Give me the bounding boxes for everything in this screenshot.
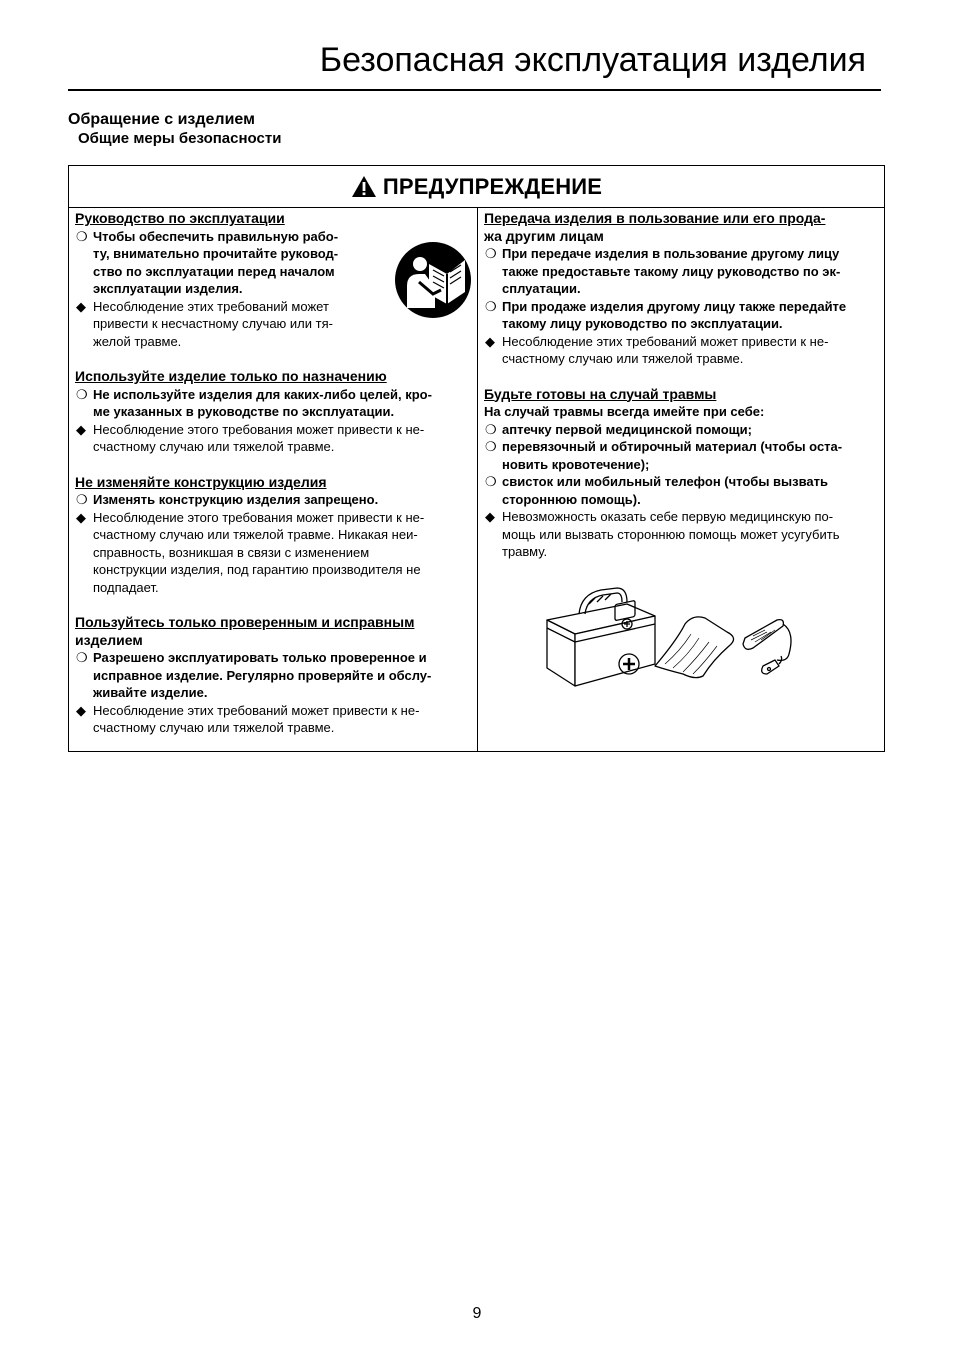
modification-note-line: счастному случаю или тяжелой травме. Никакая неи- <box>93 527 418 542</box>
diamond-bullet-icon: ◆ <box>485 509 495 524</box>
injury-item-line: новить кровотечение); <box>502 456 650 472</box>
transfer-title-line: жа другим лицам <box>484 227 604 244</box>
purpose-note-line: счастному случаю или тяжелой травме. <box>93 439 335 454</box>
manual-title: Руководство по эксплуатации <box>75 210 285 226</box>
inspected-rule-line: Разрешено эксплуатировать только проверенное и <box>93 650 427 665</box>
injury-item-line: свисток или мобильный телефон (чтобы вызвать <box>502 474 829 489</box>
diamond-bullet-icon: ◆ <box>76 509 86 525</box>
diamond-bullet-icon: ◆ <box>76 702 86 718</box>
transfer-rule-2 <box>484 298 882 333</box>
modification-note-line: Несоблюдение этого требования может привести к не- <box>93 509 425 525</box>
circle-bullet-icon: ❍ <box>76 492 88 507</box>
section-heading: Обращение с изделием <box>68 111 255 128</box>
manual-note-line: Несоблюдение этих требований может <box>93 298 329 314</box>
diamond-bullet-icon: ◆ <box>76 298 86 314</box>
manual-rule-line: Чтобы обеспечить правильную рабо- <box>93 228 339 244</box>
injury-item-line: перевязочный и обтирочный материал (чтобы оста- <box>502 439 843 454</box>
injury-item-line: стороннюю помощь). <box>502 491 641 507</box>
inspected-title-line: изделием <box>75 631 143 648</box>
transfer-rule-1 <box>484 245 882 298</box>
injury-intro: На случай травмы всегда имейте при себе: <box>484 404 765 419</box>
inspected-rule-line: живайте изделие. <box>93 685 208 700</box>
inspected-title-line: Пользуйтесь только проверенным и исправным <box>75 614 415 630</box>
transfer-block <box>484 210 882 368</box>
warning-header <box>69 166 884 208</box>
inspected-rule-line: исправное изделие. Регулярно проверяйте и обслу- <box>93 667 432 683</box>
circle-bullet-icon: ❍ <box>485 439 497 454</box>
modification-block <box>75 474 471 597</box>
modification-rule-line: Изменять конструкцию изделия запрещено. <box>93 492 379 507</box>
page-title: Безопасная эксплуатация изделия <box>319 41 866 79</box>
circle-bullet-icon: ❍ <box>76 386 88 402</box>
inspected-block <box>75 614 471 737</box>
transfer-rule-line: такому лицу руководство по эксплуатации. <box>502 316 783 331</box>
manual-note-line: желой травме. <box>93 333 182 349</box>
injury-item-2 <box>484 438 882 473</box>
circle-bullet-icon: ❍ <box>485 421 497 437</box>
injury-note-line: Невозможность оказать себе первую медицинскую по- <box>502 509 834 524</box>
modification-note <box>75 509 471 597</box>
injury-item-line: аптечку первой медицинской помощи; <box>502 421 752 437</box>
transfer-rule-line: также предоставьте такому лицу руководство по эк- <box>502 263 841 279</box>
manual-rule-line: ту, внимательно прочитайте руковод- <box>93 246 339 261</box>
injury-note-line: мощь или вызвать стороннюю помощь может усугубить <box>502 526 840 542</box>
injury-note-line: травму. <box>502 544 548 559</box>
circle-bullet-icon: ❍ <box>76 228 88 244</box>
inspected-title <box>75 614 471 649</box>
transfer-note <box>484 333 882 368</box>
injury-title: Будьте готовы на случай травмы <box>484 385 717 402</box>
transfer-title <box>484 210 882 245</box>
warning-title: ПРЕДУПРЕЖДЕНИЕ <box>382 173 603 199</box>
page-number: 9 <box>472 1305 482 1322</box>
read-manual-icon <box>395 242 471 318</box>
modification-note-line: конструкции изделия, под гарантию производителя не <box>93 562 421 577</box>
modification-title: Не изменяйте конструкцию изделия <box>75 473 327 490</box>
purpose-note-line: Несоблюдение этого требования может привести к не- <box>93 421 425 437</box>
purpose-note <box>75 421 471 456</box>
manual-block <box>75 210 471 350</box>
inspected-note <box>75 702 471 737</box>
injury-item-3 <box>484 473 882 508</box>
circle-bullet-icon: ❍ <box>485 474 497 489</box>
circle-bullet-icon: ❍ <box>485 246 497 261</box>
inspected-note-line: счастному случаю или тяжелой травме. <box>93 720 335 735</box>
injury-block <box>484 386 882 561</box>
modification-note-line: справность, возникшая в связи с изменением <box>93 544 370 560</box>
manual-note <box>75 298 383 351</box>
right-column <box>484 210 882 579</box>
transfer-rule-line: сплуатации. <box>502 281 581 296</box>
injury-item-1 <box>484 421 882 439</box>
left-column <box>75 210 471 755</box>
purpose-rule-line: Не используйте изделия для каких-либо целей, кро- <box>93 386 432 402</box>
manual-rule-line: ство по эксплуатации перед началом <box>93 263 335 279</box>
circle-bullet-icon: ❍ <box>485 298 497 314</box>
circle-bullet-icon: ❍ <box>76 650 88 665</box>
transfer-rule-line: При продаже изделия другому лицу также передайте <box>502 298 847 314</box>
inspected-rule <box>75 649 471 702</box>
section-subheading: Общие меры безопасности <box>78 130 282 147</box>
diamond-bullet-icon: ◆ <box>485 333 495 349</box>
manual-rule-line: эксплуатации изделия. <box>93 281 243 296</box>
purpose-rule-line: ме указанных в руководстве по эксплуатации. <box>93 404 395 419</box>
purpose-rule <box>75 386 471 421</box>
manual-note-line: привести к несчастному случаю или тя- <box>93 316 333 331</box>
diamond-bullet-icon: ◆ <box>76 421 86 437</box>
manual-rule <box>75 228 383 298</box>
first-aid-kit-illustration <box>477 580 807 690</box>
transfer-note-line: Несоблюдение этих требований может привести к не- <box>502 333 829 349</box>
transfer-note-line: счастному случаю или тяжелой травме. <box>502 351 744 366</box>
warning-triangle-icon <box>351 175 377 198</box>
modification-note-line: подпадает. <box>93 579 159 595</box>
inspected-note-line: Несоблюдение этих требований может привести к не- <box>93 702 420 718</box>
transfer-rule-line: При передаче изделия в пользование другому лицу <box>502 246 840 261</box>
purpose-block <box>75 368 471 456</box>
title-rule <box>68 89 881 91</box>
purpose-title: Используйте изделие только по назначению <box>75 368 387 384</box>
transfer-title-line: Передача изделия в пользование или его прода- <box>484 210 826 226</box>
modification-rule <box>75 491 471 509</box>
injury-note <box>484 508 882 561</box>
